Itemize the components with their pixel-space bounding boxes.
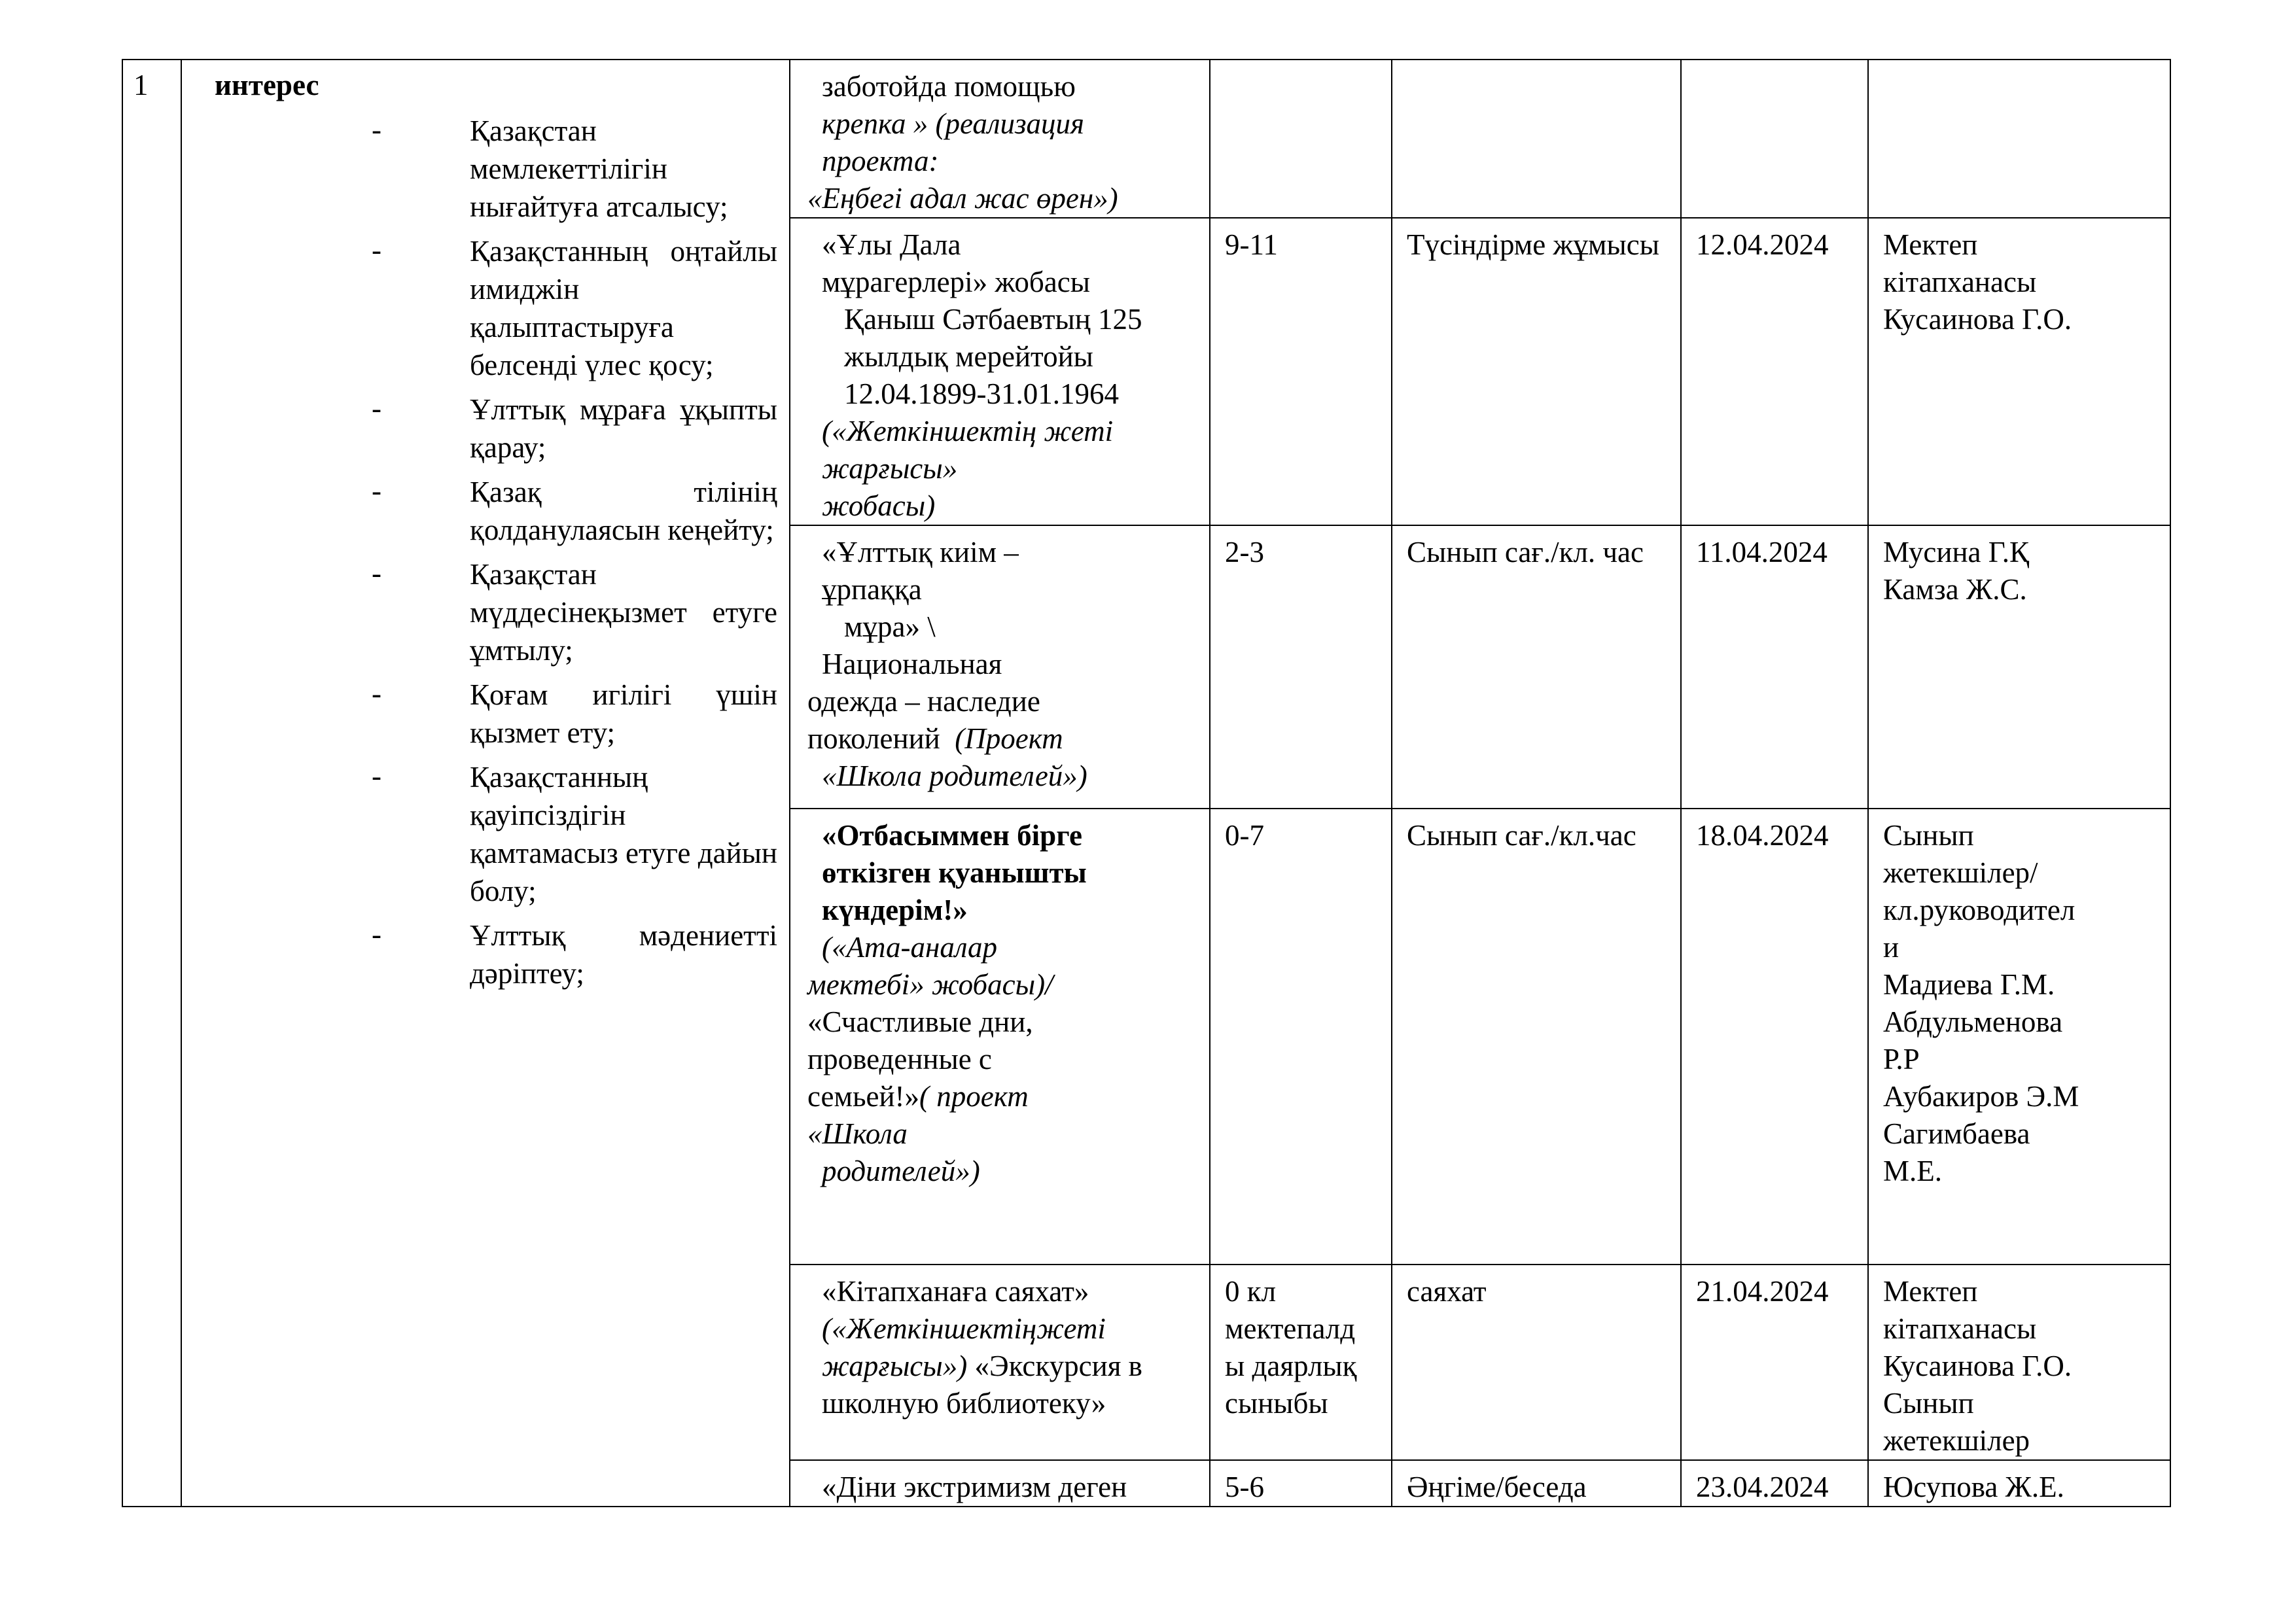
goal-list xyxy=(215,112,777,992)
grade-cell: 0 кл мектепалд ы даярлық сыныбы xyxy=(1210,1265,1392,1460)
list-item: - Қазақстанның қауіпсіздігін қамтамасыз етуге дайын болу; xyxy=(372,759,777,907)
list-item: - Қазақстанның оңтайлы имиджін қалыптастыруға белсенді үлес қосу; xyxy=(372,234,777,381)
responsible-cell: Мектеп кітапханасы Кусаинова Г.О. xyxy=(1868,218,2170,525)
date-cell: 11.04.2024 xyxy=(1681,525,1868,809)
table-row xyxy=(122,60,2170,218)
form-cell: Сынып сағ./кл.час xyxy=(1392,809,1681,1265)
grade-cell: 9-11 xyxy=(1210,218,1392,525)
goal-cell xyxy=(181,60,790,1507)
goal-title: интерес xyxy=(215,69,319,101)
date-cell xyxy=(1681,60,1868,218)
form-cell: Әңгіме/беседа xyxy=(1392,1460,1681,1507)
list-item: - Қазақстан мүддесінеқызмет етуге ұмтылу; xyxy=(372,557,777,667)
list-item: - Ұлттық мұраға ұқыпты қарау; xyxy=(372,392,777,464)
responsible-cell: Сынып жетекшілер/ кл.руководител и Мадиева Г.М. Абдульменова Р.Р Аубакиров Э.М Сагимбаева М.Е. xyxy=(1868,809,2170,1265)
date-cell: 18.04.2024 xyxy=(1681,809,1868,1265)
form-cell: Түсіндірме жұмысы xyxy=(1392,218,1681,525)
responsible-cell: Юсупова Ж.Е. xyxy=(1868,1460,2170,1507)
grade-cell: 5-6 xyxy=(1210,1460,1392,1507)
form-cell: саяхат xyxy=(1392,1265,1681,1460)
event-cell: заботойда помощью крепка » (реализация проекта: «Еңбегі адал жас өрен») xyxy=(790,60,1210,218)
responsible-cell: Мектеп кітапханасы Кусаинова Г.О. Сынып жетекшілер xyxy=(1868,1265,2170,1460)
responsible-cell: Мусина Г.Қ Камза Ж.С. xyxy=(1868,525,2170,809)
event-plan-table xyxy=(122,59,2171,1507)
list-item: - Қоғам игілігі үшін қызмет ету; xyxy=(372,677,777,749)
form-cell xyxy=(1392,60,1681,218)
event-cell: «Кітапханаға саяхат» («Жеткіншектіңжеті жарғысы») «Экскурсия в школную библиотеку» xyxy=(790,1265,1210,1460)
grade-cell: 0-7 xyxy=(1210,809,1392,1265)
event-cell: «Отбасыммен бірге өткізген қуанышты күндерім!» («Ата-аналар мектебі» жобасы)/ «Счастливые дни, проведенные с семьей!»( проект «Школа родителей») xyxy=(790,809,1210,1265)
list-item: - Ұлттық мәдениетті дәріптеу; xyxy=(372,918,777,990)
list-item: - Қазақстан мемлекеттілігін нығайтуға атсалысу; xyxy=(372,113,728,223)
list-item: - Қазақ тілінің қолданулаясын кеңейту; xyxy=(372,474,777,546)
event-cell: «Ұлттық киім – ұрпаққа мұра» \ Национальная одежда – наследие поколений (Проект «Школа родителей») xyxy=(790,525,1210,809)
date-cell: 23.04.2024 xyxy=(1681,1460,1868,1507)
responsible-cell xyxy=(1868,60,2170,218)
grade-cell: 2-3 xyxy=(1210,525,1392,809)
row-number: 1 xyxy=(122,60,181,1507)
event-cell: «Діни экстримизм деген xyxy=(790,1460,1210,1507)
grade-cell xyxy=(1210,60,1392,218)
form-cell: Сынып сағ./кл. час xyxy=(1392,525,1681,809)
date-cell: 12.04.2024 xyxy=(1681,218,1868,525)
date-cell: 21.04.2024 xyxy=(1681,1265,1868,1460)
event-cell: «Ұлы Дала мұрагерлері» жобасы Қаныш Сәтбаевтың 125 жылдық мерейтойы 12.04.1899-31.01.1964 («Жеткіншектің жеті жарғысы» жобасы) xyxy=(790,218,1210,525)
